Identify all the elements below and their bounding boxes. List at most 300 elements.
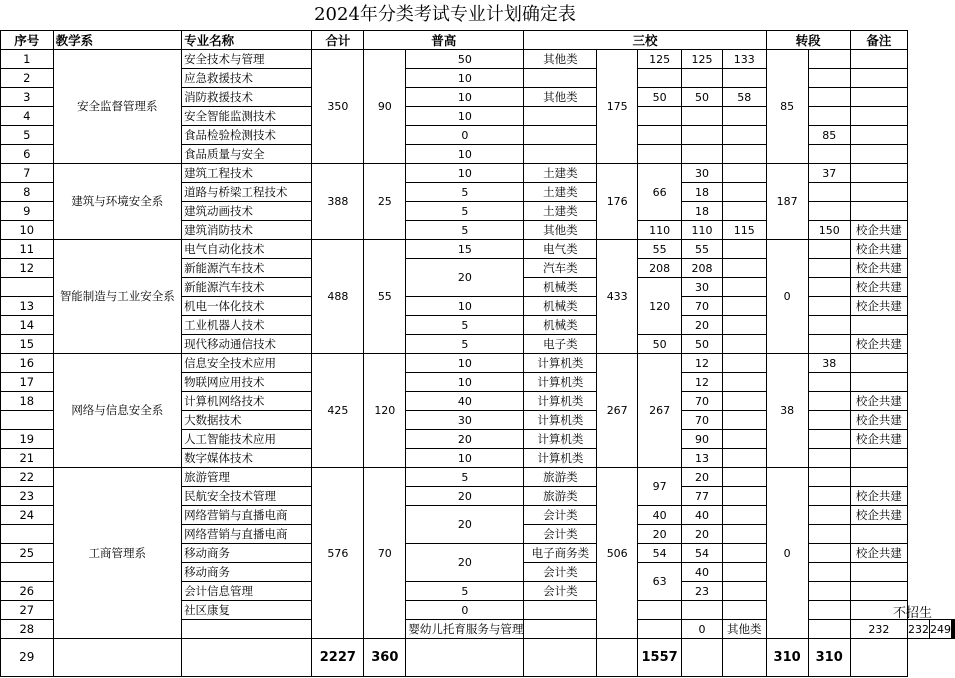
category: 其他类: [524, 50, 597, 69]
row-idx: 18: [1, 392, 54, 411]
row-idx: 4: [1, 107, 54, 126]
major-name: 数字媒体技术: [182, 449, 312, 468]
sx-value-2: 50: [682, 88, 723, 107]
row-idx: 1: [1, 50, 54, 69]
note: [850, 373, 907, 392]
category: 电气类: [524, 240, 597, 259]
zd-value: [808, 430, 850, 449]
header-total: 合计: [312, 31, 364, 50]
sx-value-2: [682, 145, 723, 164]
pg-value: 10: [406, 88, 524, 107]
major-name: 网络营销与直播电商: [182, 525, 312, 544]
note: [850, 88, 907, 107]
pg-value: 10: [406, 354, 524, 373]
zd-value: [808, 316, 850, 335]
category: 计算机类: [524, 449, 597, 468]
major-name: 人工智能技术应用: [182, 430, 312, 449]
dept-total: 488: [312, 240, 364, 354]
row-idx: 7: [1, 164, 54, 183]
dept-total: [524, 620, 597, 639]
category: 旅游类: [524, 487, 597, 506]
category: 会计类: [524, 563, 597, 582]
row-idx: 12: [1, 259, 54, 278]
dept-sx: 433: [597, 240, 638, 354]
category: 土建类: [524, 202, 597, 221]
zd-value: [808, 449, 850, 468]
sx-value-3: [722, 582, 766, 601]
totals-pg: 360: [364, 639, 406, 677]
note: 校企共建: [850, 411, 907, 430]
pg-value: 20: [406, 506, 524, 544]
note: 校企共建: [850, 506, 907, 525]
pg-value: 10: [406, 297, 524, 316]
dept-pg: [638, 620, 682, 639]
sx-value-2: [682, 126, 723, 145]
note: 校企共建: [850, 430, 907, 449]
major-name: 旅游管理: [182, 468, 312, 487]
pg-value: 20: [406, 259, 524, 297]
sx-value-3: [722, 107, 766, 126]
category: 会计类: [524, 582, 597, 601]
pg-value: 10: [406, 69, 524, 88]
sx-value-1: 50: [638, 88, 682, 107]
dept-pg: 70: [364, 468, 406, 639]
zd-value: [808, 335, 850, 354]
dept-name: 建筑与环境安全系: [53, 164, 182, 240]
sx-value-3: [722, 259, 766, 278]
pg-value: 0: [406, 601, 524, 620]
pg-value: 40: [406, 392, 524, 411]
category: 计算机类: [524, 354, 597, 373]
zd-value: [808, 468, 850, 487]
totals-pg-detail: [406, 639, 524, 677]
pg-value: 0: [406, 126, 524, 145]
pg-value: 15: [406, 240, 524, 259]
row-idx: 15: [1, 335, 54, 354]
header-pg: 普高: [364, 31, 524, 50]
category: [524, 126, 597, 145]
major-name: 安全智能监测技术: [182, 107, 312, 126]
category: [524, 145, 597, 164]
zd-value: 38: [808, 354, 850, 373]
sx-value-3: [722, 278, 766, 297]
note: 校企共建: [850, 278, 907, 297]
major-name: 食品检验检测技术: [182, 126, 312, 145]
sx-value-2: 23: [682, 582, 723, 601]
sx-value-3: [722, 240, 766, 259]
row-idx: [1, 563, 54, 582]
pg-value: 20: [406, 544, 524, 582]
zd-value: [808, 69, 850, 88]
note: [850, 354, 907, 373]
row-idx: 26: [1, 582, 54, 601]
note: [850, 69, 907, 88]
table-row: [1, 468, 955, 487]
sx-value-3: [722, 126, 766, 145]
sx-value-2: 12: [682, 373, 723, 392]
sx-value-1: 232: [850, 620, 907, 639]
dept-sx: 267: [597, 354, 638, 468]
zd-value: [808, 373, 850, 392]
sx-value-1: [638, 145, 682, 164]
sx-value-2: 18: [682, 183, 723, 202]
category: [524, 107, 597, 126]
sx-value-1: 125: [638, 50, 682, 69]
note: [850, 183, 907, 202]
sx-value-3: [722, 297, 766, 316]
sx-value-3: [722, 164, 766, 183]
major-name: 消防救援技术: [182, 88, 312, 107]
note: 校企共建: [850, 221, 907, 240]
totals-zd2: 310: [808, 639, 850, 677]
sx-value-1: 267: [638, 354, 682, 468]
row-idx: 16: [1, 354, 54, 373]
sx-value-3: [722, 411, 766, 430]
sx-value-2: 13: [682, 449, 723, 468]
note: [954, 620, 955, 639]
major-name: 社区康复: [182, 601, 312, 620]
table-row: [1, 50, 955, 69]
zd-value: [808, 487, 850, 506]
sx-value-1: 40: [638, 506, 682, 525]
totals-idx: 29: [1, 639, 54, 677]
row-idx: 2: [1, 69, 54, 88]
sx-value-3: [722, 354, 766, 373]
sx-value-3: [722, 69, 766, 88]
sx-value-2: 12: [682, 354, 723, 373]
sx-value-2: 30: [682, 278, 723, 297]
row-idx: 14: [1, 316, 54, 335]
pg-value: 20: [406, 430, 524, 449]
row-idx: 9: [1, 202, 54, 221]
note: 校企共建: [850, 240, 907, 259]
totals-total: 2227: [312, 639, 364, 677]
zd-value: [808, 544, 850, 563]
sx-value-2: 90: [682, 430, 723, 449]
zd-value: [808, 145, 850, 164]
major-name: 道路与桥梁工程技术: [182, 183, 312, 202]
pg-value: 10: [406, 145, 524, 164]
pg-value: 30: [406, 411, 524, 430]
sx-value-2: 125: [682, 50, 723, 69]
dept-zd: 187: [766, 164, 808, 240]
zd-value: [808, 202, 850, 221]
row-idx: 8: [1, 183, 54, 202]
zd-value: [808, 240, 850, 259]
sx-value-2: 40: [682, 563, 723, 582]
totals-sx-2: [682, 639, 723, 677]
major-name: 网络营销与直播电商: [182, 506, 312, 525]
category: 计算机类: [524, 411, 597, 430]
note: 校企共建: [850, 297, 907, 316]
totals-dept: [53, 639, 182, 677]
sx-value-3: [722, 506, 766, 525]
major-name: 新能源汽车技术: [182, 259, 312, 278]
dept-name: [182, 620, 312, 639]
sx-value-2: 50: [682, 335, 723, 354]
header-idx: 序号: [1, 31, 54, 50]
pg-value: 10: [406, 449, 524, 468]
category: 会计类: [524, 525, 597, 544]
sx-value-2: 110: [682, 221, 723, 240]
dept-sx: 176: [597, 164, 638, 240]
note: [850, 107, 907, 126]
table-row: [1, 354, 955, 373]
major-name: 会计信息管理: [182, 582, 312, 601]
pg-value: 5: [406, 582, 524, 601]
pg-value: 5: [406, 335, 524, 354]
major-name: 移动商务: [182, 563, 312, 582]
sx-value-3: 115: [722, 221, 766, 240]
category: 计算机类: [524, 373, 597, 392]
sx-value-2: 30: [682, 164, 723, 183]
table-row: [1, 240, 955, 259]
sx-value-2: 70: [682, 392, 723, 411]
sx-value-1: [638, 601, 682, 620]
sx-value-1: [638, 107, 682, 126]
zd-value: [808, 582, 850, 601]
sx-value-3: 249: [930, 620, 952, 639]
sx-value-3: [722, 487, 766, 506]
sx-value-1: [638, 69, 682, 88]
sx-value-3: [722, 449, 766, 468]
category: 计算机类: [524, 430, 597, 449]
category: 旅游类: [524, 468, 597, 487]
header-dept: 教学系: [53, 31, 182, 50]
note: [850, 50, 907, 69]
header-major: 专业名称: [182, 31, 312, 50]
totals-sx-dept: [597, 639, 638, 677]
sx-value-1: 63: [638, 563, 682, 601]
page-title: 2024年分类考试专业计划确定表: [314, 4, 576, 25]
header-zd: 转段: [766, 31, 850, 50]
row-idx: 13: [1, 297, 54, 316]
major-name: 大数据技术: [182, 411, 312, 430]
sx-value-1: 208: [638, 259, 682, 278]
zd-value: 37: [808, 164, 850, 183]
pg-value: 5: [406, 183, 524, 202]
dept-sx: [808, 620, 850, 639]
category: 土建类: [524, 164, 597, 183]
dept-total: 425: [312, 354, 364, 468]
sx-value-3: [722, 202, 766, 221]
sx-value-3: [722, 335, 766, 354]
zd-value: [808, 601, 850, 620]
sx-value-1: 50: [638, 335, 682, 354]
pg-value: 5: [406, 316, 524, 335]
sx-value-2: 20: [682, 468, 723, 487]
row-idx: 22: [1, 468, 54, 487]
dept-pg: 90: [364, 50, 406, 164]
major-name: 建筑动画技术: [182, 202, 312, 221]
totals-row: [1, 639, 955, 677]
zd-value: [808, 107, 850, 126]
dept-pg: 55: [364, 240, 406, 354]
note: 校企共建: [850, 335, 907, 354]
sx-value-1: [638, 126, 682, 145]
sx-value-1: 54: [638, 544, 682, 563]
dept-zd: 38: [766, 354, 808, 468]
major-name: 机电一体化技术: [182, 297, 312, 316]
row-idx: [1, 525, 54, 544]
zd-value: [808, 88, 850, 107]
header-note: 备注: [850, 31, 907, 50]
note: [850, 126, 907, 145]
sx-value-3: [722, 392, 766, 411]
header-sx: 三校: [524, 31, 766, 50]
major-name: 安全技术与管理: [182, 50, 312, 69]
zd-value: [808, 392, 850, 411]
zd-value: 150: [808, 221, 850, 240]
row-idx: 28: [1, 620, 54, 639]
zd-value: 85: [808, 126, 850, 145]
note: [850, 164, 907, 183]
major-name: 计算机网络技术: [182, 392, 312, 411]
note: [850, 202, 907, 221]
dept-zd: 0: [766, 468, 808, 639]
outside-note: 不招生: [893, 606, 933, 621]
dept-pg: 25: [364, 164, 406, 240]
category: 其他类: [524, 88, 597, 107]
dept-total: 350: [312, 50, 364, 164]
totals-sx: 1557: [638, 639, 682, 677]
row-idx: [1, 411, 54, 430]
major-name: 新能源汽车技术: [182, 278, 312, 297]
dept-sx: 506: [597, 468, 638, 639]
major-name: 婴幼儿托育服务与管理: [406, 620, 524, 639]
dept-name: 工商管理系: [53, 468, 182, 639]
major-name: 信息安全技术应用: [182, 354, 312, 373]
major-name: 现代移动通信技术: [182, 335, 312, 354]
sx-value-2: 77: [682, 487, 723, 506]
totals-note: [850, 639, 907, 677]
pg-value: 5: [406, 221, 524, 240]
category: 机械类: [524, 278, 597, 297]
sx-value-3: [722, 468, 766, 487]
category: 电子商务类: [524, 544, 597, 563]
sx-value-3: 133: [722, 50, 766, 69]
row-idx: 27: [1, 601, 54, 620]
category: 电子类: [524, 335, 597, 354]
sx-value-3: [722, 373, 766, 392]
zd-value: [808, 183, 850, 202]
category: 汽车类: [524, 259, 597, 278]
sx-value-2: 232: [908, 620, 930, 639]
sx-value-2: [682, 69, 723, 88]
plan-table: [0, 30, 955, 677]
sx-value-2: [682, 107, 723, 126]
dept-name: 安全监督管理系: [53, 50, 182, 164]
row-idx: 23: [1, 487, 54, 506]
major-name: 食品质量与安全: [182, 145, 312, 164]
row-idx: 21: [1, 449, 54, 468]
major-name: 工业机器人技术: [182, 316, 312, 335]
sx-value-3: [722, 563, 766, 582]
major-name: 物联网应用技术: [182, 373, 312, 392]
sx-value-1: 120: [638, 278, 682, 335]
major-name: 民航安全技术管理: [182, 487, 312, 506]
sx-value-3: [722, 145, 766, 164]
note: [850, 449, 907, 468]
sx-value-2: [682, 601, 723, 620]
row-idx: 25: [1, 544, 54, 563]
dept-name: 智能制造与工业安全系: [53, 240, 182, 354]
table-row: [1, 164, 955, 183]
zd-value: [808, 259, 850, 278]
row-idx: 3: [1, 88, 54, 107]
sx-value-1: 55: [638, 240, 682, 259]
sx-value-2: 18: [682, 202, 723, 221]
zd-value: [808, 297, 850, 316]
pg-value: 5: [406, 468, 524, 487]
zd-value: [808, 563, 850, 582]
row-idx: [1, 278, 54, 297]
major-name: 建筑工程技术: [182, 164, 312, 183]
note: 校企共建: [850, 259, 907, 278]
row-idx: 19: [1, 430, 54, 449]
category: 其他类: [722, 620, 766, 639]
major-name: 电气自动化技术: [182, 240, 312, 259]
sx-value-2: 20: [682, 316, 723, 335]
dept-name: 网络与信息安全系: [53, 354, 182, 468]
sx-value-2: 208: [682, 259, 723, 278]
totals-major: [182, 639, 312, 677]
sx-value-2: 55: [682, 240, 723, 259]
major-name: 移动商务: [182, 544, 312, 563]
note: [850, 563, 907, 582]
totals-sx-3: [722, 639, 766, 677]
sx-value-3: [722, 316, 766, 335]
dept-total: 388: [312, 164, 364, 240]
note: 校企共建: [850, 487, 907, 506]
note: [850, 468, 907, 487]
sx-value-3: [722, 183, 766, 202]
header-row: [1, 31, 955, 50]
category: 机械类: [524, 297, 597, 316]
sx-value-2: 40: [682, 506, 723, 525]
pg-value: 10: [406, 164, 524, 183]
note: 校企共建: [850, 392, 907, 411]
category: [524, 69, 597, 88]
pg-value: 50: [406, 50, 524, 69]
sx-value-1: 97: [638, 468, 682, 506]
row-idx: 11: [1, 240, 54, 259]
totals-zd: 310: [766, 639, 808, 677]
note: [850, 316, 907, 335]
sx-value-3: [722, 601, 766, 620]
zd-value: [808, 411, 850, 430]
sx-value-2: 54: [682, 544, 723, 563]
zd-value: [808, 278, 850, 297]
row-idx: 10: [1, 221, 54, 240]
category: 其他类: [524, 221, 597, 240]
zd-value: [808, 506, 850, 525]
row-idx: 5: [1, 126, 54, 145]
sx-value-3: [722, 430, 766, 449]
zd-value: [808, 525, 850, 544]
sx-value-3: [722, 544, 766, 563]
pg-value: 10: [406, 373, 524, 392]
note: [850, 525, 907, 544]
category: [524, 601, 597, 620]
zd-value: [808, 50, 850, 69]
major-name: 建筑消防技术: [182, 221, 312, 240]
sx-value-1: 66: [638, 164, 682, 221]
major-name: 应急救援技术: [182, 69, 312, 88]
pg-value: 5: [406, 202, 524, 221]
note: 校企共建: [850, 544, 907, 563]
sx-value-2: 20: [682, 525, 723, 544]
